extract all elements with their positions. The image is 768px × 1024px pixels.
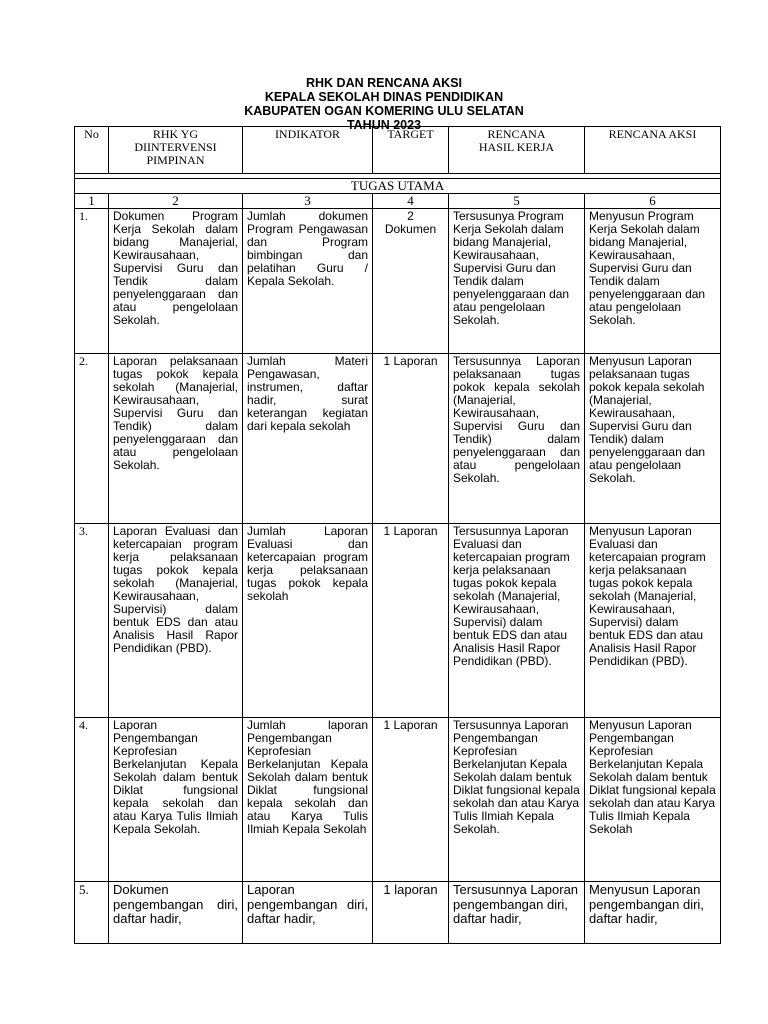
cell-target: 2 Dokumen (373, 209, 449, 354)
cell-rencana-aksi: Menyusun Laporan pengembangan diri, daftar hadir, (585, 882, 721, 944)
rhk-table (74, 126, 721, 944)
cell-no: 4. (75, 718, 109, 882)
cell-rhk: Dokumen pengembangan diri, daftar hadir, (109, 882, 243, 944)
column-number: 6 (585, 194, 721, 209)
document-title-block (0, 76, 768, 132)
header-target: TARGET (373, 127, 449, 174)
column-number: 1 (75, 194, 109, 209)
cell-target: 1 laporan (373, 882, 449, 944)
cell-indikator: Jumlah dokumen Program Pengawasan dan Program bimbingan dan pelatihan Guru / Kepala Sekolah. (243, 209, 373, 354)
title-line-1: RHK DAN RENCANA AKSI (305, 76, 463, 90)
cell-target: 1 Laporan (373, 354, 449, 524)
cell-indikator: Laporan pengembangan diri, daftar hadir, (243, 882, 373, 944)
cell-rencana-hasil: Tersusunnya Laporan pelaksanaan tugas pokok kepala sekolah (Manajerial, Kewirausahaan, Supervisi Guru dan Tendik) dalam penyelenggaraan dan atau pengelolaan Sekolah. (449, 354, 585, 524)
cell-target: 1 Laporan (373, 718, 449, 882)
cell-rhk: Laporan Pengembangan Keprofesian Berkelanjutan Kepala Sekolah dalam bentuk Diklat fungsional kepala sekolah dan atau Karya Tulis Ilmiah Kepala Sekolah. (109, 718, 243, 882)
column-number: 3 (243, 194, 373, 209)
table-header-row (75, 127, 721, 174)
header-rencana-hasil-kerja: RENCANA HASIL KERJA (449, 127, 585, 174)
table-row (75, 882, 721, 944)
cell-rhk: Laporan Evaluasi dan ketercapaian program kerja pelaksanaan tugas pokok kepala sekolah (Manajerial, Kewirausahaan, Supervisi) dalam bentuk EDS dan atau Analisis Hasil Rapor Pendidikan (PBD). (109, 524, 243, 718)
cell-no: 1. (75, 209, 109, 354)
cell-target: 1 Laporan (373, 524, 449, 718)
cell-no: 2. (75, 354, 109, 524)
header-rencana-aksi: RENCANA AKSI (585, 127, 721, 174)
column-number: 2 (109, 194, 243, 209)
header-no: No (75, 127, 109, 174)
column-number: 4 (373, 194, 449, 209)
cell-rencana-hasil: Tersusunnya Laporan Evaluasi dan ketercapaian program kerja pelaksanaan tugas pokok kepala sekolah (Manajerial, Kewirausahaan, Supervisi) dalam bentuk EDS dan atau Analisis Hasil Rapor Pendidikan (PBD). (449, 524, 585, 718)
cell-indikator: Jumlah Laporan Evaluasi dan ketercapaian program kerja pelaksanaan tugas pokok kepala sekolah (243, 524, 373, 718)
cell-no: 3. (75, 524, 109, 718)
header-indikator: INDIKATOR (243, 127, 373, 174)
title-line-3: KABUPATEN OGAN KOMERING ULU SELATAN (244, 104, 524, 118)
cell-rencana-hasil: Tersusunya Program Kerja Sekolah dalam bidang Manajerial, Kewirausahaan, Supervisi Guru dan Tendik dalam penyelenggaraan dan atau pengelolaan Sekolah. (449, 209, 585, 354)
cell-indikator: Jumlah Materi Pengawasan, instrumen, daftar hadir, surat keterangan kegiatan dari kepala sekolah (243, 354, 373, 524)
cell-rencana-hasil: Tersusunnya Laporan Pengembangan Keprofesian Berkelanjutan Kepala Sekolah dalam bentuk Diklat fungsional kepala sekolah dan atau Karya Tulis Ilmiah Kepala Sekolah. (449, 718, 585, 882)
table-row (75, 524, 721, 718)
table-row (75, 209, 721, 354)
table-row (75, 718, 721, 882)
cell-rencana-aksi: Menyusun Program Kerja Sekolah dalam bidang Manajerial, Kewirausahaan, Supervisi Guru dan Tendik dalam penyelenggaraan dan atau pengelolaan Sekolah. (585, 209, 721, 354)
cell-rencana-hasil: Tersusunnya Laporan pengembangan diri, daftar hadir, (449, 882, 585, 944)
title-line-4: TAHUN 2023 (346, 118, 422, 132)
table-row (75, 354, 721, 524)
cell-rencana-aksi: Menyusun Laporan Pengembangan Keprofesian Berkelanjutan Kepala Sekolah dalam bentuk Diklat fungsional kepala sekolah dan atau Karya Tulis Ilmiah Kepala Sekolah (585, 718, 721, 882)
cell-no: 5. (75, 882, 109, 944)
cell-indikator: Jumlah laporan Pengembangan Keprofesian Berkelanjutan Kepala Sekolah dalam bentuk Diklat fungsional kepala sekolah dan atau Karya Tulis Ilmiah Kepala Sekolah (243, 718, 373, 882)
column-number-row (75, 194, 721, 209)
cell-rencana-aksi: Menyusun Laporan Evaluasi dan ketercapaian program kerja pelaksanaan tugas pokok kepala sekolah (Manajerial, Kewirausahaan, Supervisi) dalam bentuk EDS dan atau Analisis Hasil Rapor Pendidikan (PBD). (585, 524, 721, 718)
column-number: 5 (449, 194, 585, 209)
header-rhk: RHK YG DIINTERVENSI PIMPINAN (109, 127, 243, 174)
section-row (75, 179, 721, 194)
cell-rencana-aksi: Menyusun Laporan pelaksanaan tugas pokok kepala sekolah (Manajerial, Kewirausahaan, Supervisi Guru dan Tendik) dalam penyelenggaraan dan atau pengelolaan Sekolah. (585, 354, 721, 524)
cell-rhk: Dokumen Program Kerja Sekolah dalam bidang Manajerial, Kewirausahaan, Supervisi Guru dan Tendik dalam penyelenggaraan dan atau pengelolaan Sekolah. (109, 209, 243, 354)
title-line-2: KEPALA SEKOLAH DINAS PENDIDIKAN (264, 90, 504, 104)
section-label: TUGAS UTAMA (75, 179, 721, 194)
cell-rhk: Laporan pelaksanaan tugas pokok kepala sekolah (Manajerial, Kewirausahaan, Supervisi Guru dan Tendik) dalam penyelenggaraan dan atau pengelolaan Sekolah. (109, 354, 243, 524)
